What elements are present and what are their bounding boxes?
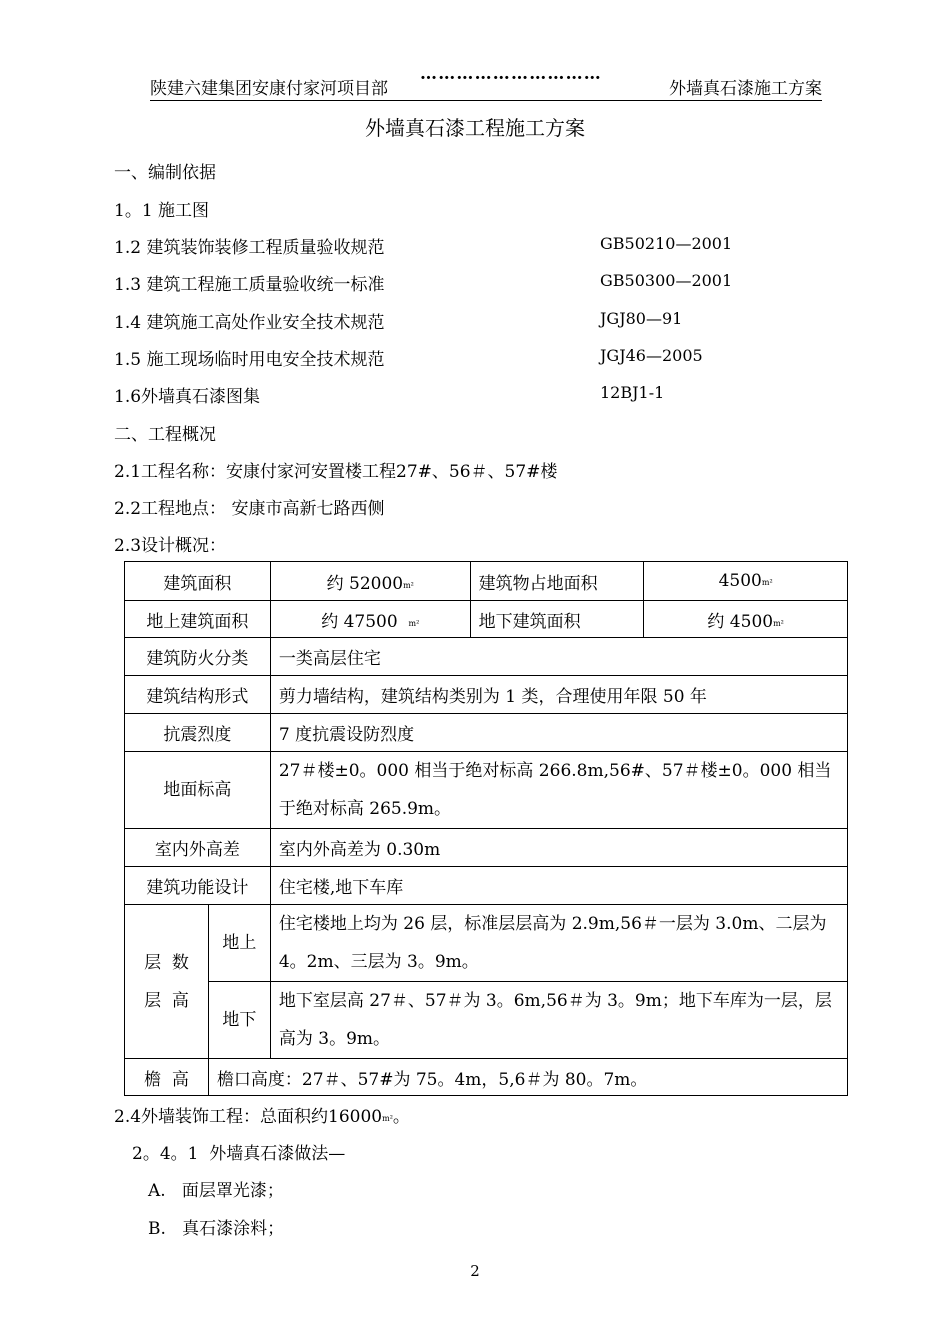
page-header xyxy=(150,64,822,101)
table-row xyxy=(125,601,848,638)
cell-value: 约 47500 $^{m^2}$ xyxy=(270,601,470,638)
cell-value: 住宅楼,地下车库 xyxy=(270,867,847,905)
cell-value: 檐口高度：27＃、57#为 75。4m，5,6＃为 80。7m。 xyxy=(208,1059,847,1096)
cell-value: 27＃楼±0。000 相当于绝对标高 266.8m,56#、57＃楼±0。000 相当于绝对标高 265.9m。 xyxy=(270,752,847,829)
cell-value: 住宅楼地上均为 26 层，标准层层高为 2.9m,56＃一层为 3.0m、二层为 4。2m、三层为 3。9m。 xyxy=(270,905,847,982)
cell-label: 建筑物占地面积 xyxy=(470,562,644,601)
table-row xyxy=(125,562,848,601)
cell-value: 剪力墙结构，建筑结构类别为 1 类，合理使用年限 50 年 xyxy=(270,676,847,714)
method-item-a: A. 面层罩光漆； xyxy=(148,1181,284,1201)
cell-label xyxy=(125,905,209,1059)
ref-code-5: JGJ46—2005 xyxy=(600,346,703,365)
method-item-b: B. 真石漆涂料； xyxy=(148,1219,285,1239)
cell-label: 地下建筑面积 xyxy=(470,601,644,638)
design-overview-label: 2.3设计概况： xyxy=(114,536,227,556)
table-row xyxy=(125,676,848,714)
cell-value: 室内外高差为 0.30m xyxy=(270,829,847,867)
cell-label: 地上建筑面积 xyxy=(125,601,271,638)
table-row xyxy=(125,638,848,676)
ref-item-4: 1.4 建筑施工高处作业安全技术规范 xyxy=(114,313,385,333)
cell-sublabel: 地上 xyxy=(208,905,270,982)
project-location: 2.2工程地点： 安康市高新七路西侧 xyxy=(114,499,385,519)
cell-label: 地面标高 xyxy=(125,752,271,829)
ref-item-6: 1.6外墙真石漆图集 xyxy=(114,387,261,407)
cell-label: 建筑功能设计 xyxy=(125,867,271,905)
floor-count-label: 层 数 xyxy=(144,952,189,973)
ref-item-5: 1.5 施工现场临时用电安全技术规范 xyxy=(114,350,385,370)
ref-item-1: 1。1 施工图 xyxy=(114,201,210,221)
table-row xyxy=(125,752,848,829)
floor-height-label: 层 高 xyxy=(144,990,189,1011)
cell-value: 约 $52000^{m^2}$ xyxy=(270,562,470,601)
table-row xyxy=(125,829,848,867)
cell-sublabel: 地下 xyxy=(208,982,270,1059)
project-name: 2.1工程名称：安康付家河安置楼工程27#、56＃、57#楼 xyxy=(114,462,558,482)
document-title: 外墙真石漆工程施工方案 xyxy=(365,116,585,140)
header-left: 陕建六建集团安康付家河项目部 xyxy=(150,79,388,99)
ref-item-2: 1.2 建筑装饰装修工程质量验收规范 xyxy=(114,238,385,258)
cell-label: 建筑面积 xyxy=(125,562,271,601)
cell-label: 檐 高 xyxy=(125,1059,209,1096)
facade-method-heading: 2。4。1 外墙真石漆做法— xyxy=(132,1144,346,1164)
cell-value: 7 度抗震设防烈度 xyxy=(270,714,847,752)
cell-label: 室内外高差 xyxy=(125,829,271,867)
ref-code-2: GB50210—2001 xyxy=(600,234,733,253)
ref-code-4: JGJ80—91 xyxy=(600,309,683,328)
page-number: 2 xyxy=(470,1262,480,1280)
ref-code-6: 12BJ1-1 xyxy=(600,383,665,402)
table-row xyxy=(125,867,848,905)
cell-value: $4500^{m^2}$ xyxy=(644,562,848,601)
cell-label: 建筑防火分类 xyxy=(125,638,271,676)
table-row xyxy=(125,1059,848,1096)
table-row xyxy=(125,982,848,1059)
table-row xyxy=(125,905,848,982)
section2-heading: 二、工程概况 xyxy=(114,425,216,445)
design-overview-table xyxy=(124,561,848,1096)
cell-value: 一类高层住宅 xyxy=(270,638,847,676)
cell-value: 地下室层高 27＃、57＃为 3。6m,56＃为 3。9m；地下车库为一层，层高为 3。9m。 xyxy=(270,982,847,1059)
cell-label: 抗震烈度 xyxy=(125,714,271,752)
header-dots: ………………………… xyxy=(420,64,602,84)
ref-code-3: GB50300—2001 xyxy=(600,271,733,290)
ref-item-3: 1.3 建筑工程施工质量验收统一标准 xyxy=(114,275,385,295)
facade-area: 2.4外墙装饰工程：总面积约$16000^{m^2}$。 xyxy=(114,1107,410,1127)
cell-value: 约 $4500^{m^2}$ xyxy=(644,601,848,638)
table-row xyxy=(125,714,848,752)
cell-label: 建筑结构形式 xyxy=(125,676,271,714)
section1-heading: 一、编制依据 xyxy=(114,163,216,183)
header-right: 外墙真石漆施工方案 xyxy=(669,79,822,99)
